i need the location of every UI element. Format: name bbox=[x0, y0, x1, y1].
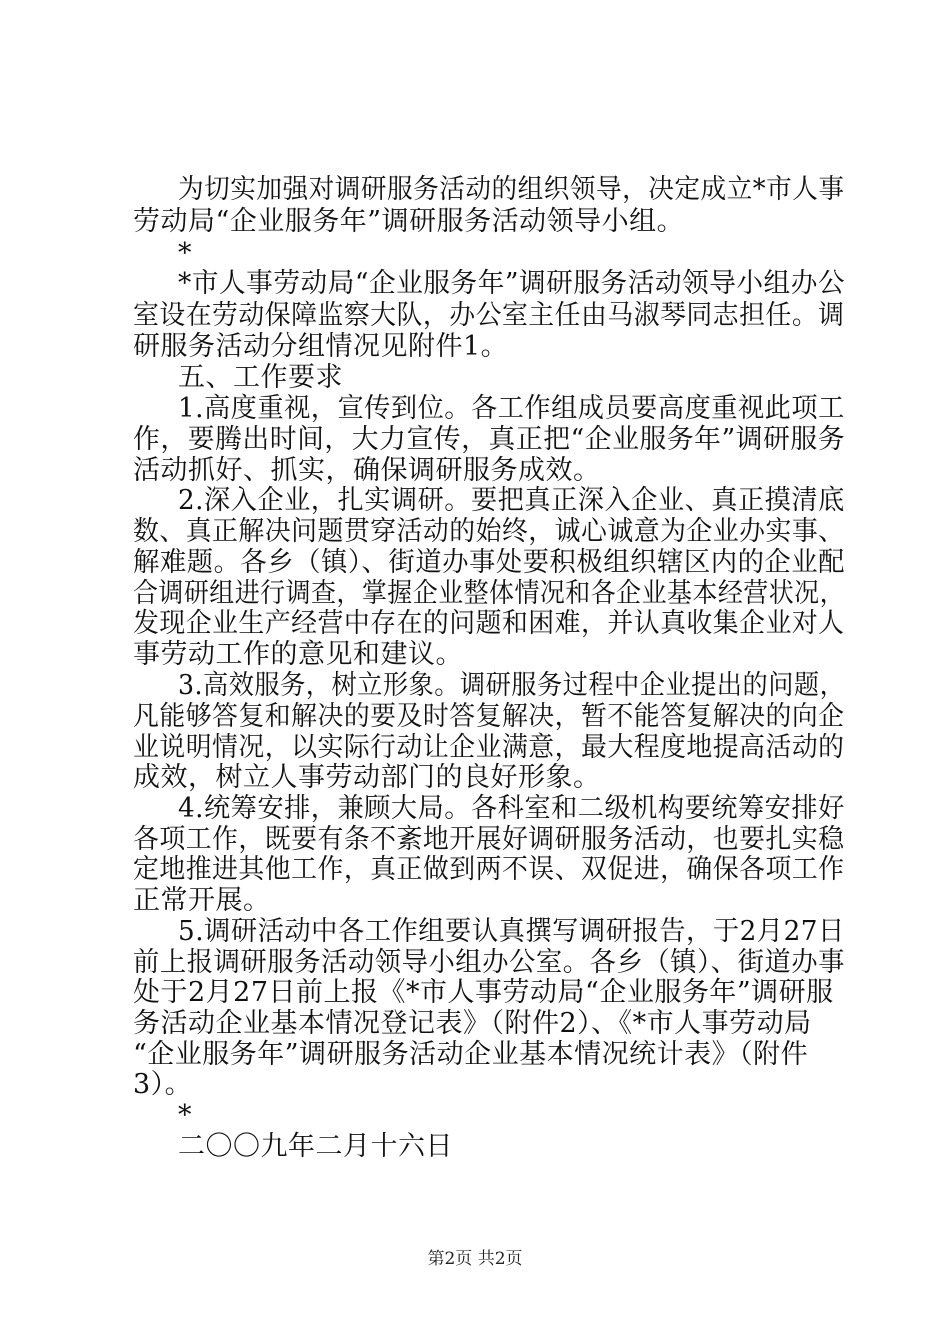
body-text-line: * bbox=[178, 1100, 192, 1131]
body-text-line: 事劳动工作的意见和建议。 bbox=[133, 639, 463, 670]
body-text-line: 凡能够答复和解决的要及时答复解决，暂不能答复解决的向企 bbox=[133, 701, 845, 732]
body-text-line: 2.深入企业，扎实调研。要把真正深入企业、真正摸清底 bbox=[178, 485, 845, 516]
body-text-line: 解难题。各乡（镇）、街道办事处要积极组织辖区内的企业配 bbox=[133, 547, 846, 578]
body-text-line: 劳动局“企业服务年”调研服务活动领导小组。 bbox=[133, 206, 685, 237]
body-text-line: 为切实加强对调研服务活动的组织领导，决定成立*市人事 bbox=[178, 174, 845, 205]
body-text-line: 定地推进其他工作，真正做到两不误、双促进，确保各项工作 bbox=[133, 854, 845, 885]
body-text-line: 成效，树立人事劳动部门的良好形象。 bbox=[133, 762, 601, 793]
body-text-line: “企业服务年”调研服务活动企业基本情况统计表》（附件 bbox=[133, 1039, 809, 1070]
body-text-line: 1.高度重视，宣传到位。各工作组成员要高度重视此项工 bbox=[178, 393, 845, 424]
body-text-line: 数、真正解决问题贯穿活动的始终，诚心诚意为企业办实事、 bbox=[133, 516, 845, 547]
body-text-line: 业说明情况，以实际行动让企业满意，最大程度地提高活动的 bbox=[133, 732, 845, 763]
page-number-footer: 第2页 共2页 bbox=[427, 1249, 523, 1269]
body-text-line: 活动抓好、抓实，确保调研服务成效。 bbox=[133, 455, 601, 486]
body-text-line: 室设在劳动保障监察大队，办公室主任由马淑琴同志担任。调 bbox=[133, 300, 845, 331]
body-text-line: 合调研组进行调查，掌握企业整体情况和各企业基本经营状况， bbox=[133, 578, 846, 609]
body-text-line: 处于2月27日前上报《*市人事劳动局“企业服务年”调研服 bbox=[133, 977, 834, 1008]
body-text-line: 作，要腾出时间，大力宣传，真正把“企业服务年”调研服务 bbox=[133, 424, 846, 455]
body-text-line: 发现企业生产经营中存在的问题和困难，并认真收集企业对人 bbox=[133, 608, 845, 639]
section-heading: 五、工作要求 bbox=[178, 362, 343, 393]
body-text-line: * bbox=[178, 238, 192, 269]
body-text-line: 研服务活动分组情况见附件1。 bbox=[133, 331, 509, 362]
body-text-line: 务活动企业基本情况登记表》（附件2）、《*市人事劳动局 bbox=[133, 1008, 812, 1039]
body-text-line: 正常开展。 bbox=[133, 885, 271, 916]
body-text-line: 3）。 bbox=[133, 1069, 193, 1100]
body-text-line: 各项工作，既要有条不紊地开展好调研服务活动，也要扎实稳 bbox=[133, 824, 845, 855]
body-text-line: 前上报调研服务活动领导小组办公室。各乡（镇）、街道办事 bbox=[133, 947, 846, 978]
document-date: 二〇〇九年二月十六日 bbox=[178, 1131, 453, 1162]
body-text-line: *市人事劳动局“企业服务年”调研服务活动领导小组办公 bbox=[178, 268, 846, 299]
body-text-line: 4.统筹安排，兼顾大局。各科室和二级机构要统筹安排好 bbox=[178, 793, 845, 824]
body-text-line: 5.调研活动中各工作组要认真撰写调研报告，于2月27日 bbox=[178, 916, 845, 947]
body-text-line: 3.高效服务，树立形象。调研服务过程中企业提出的问题， bbox=[178, 670, 846, 701]
